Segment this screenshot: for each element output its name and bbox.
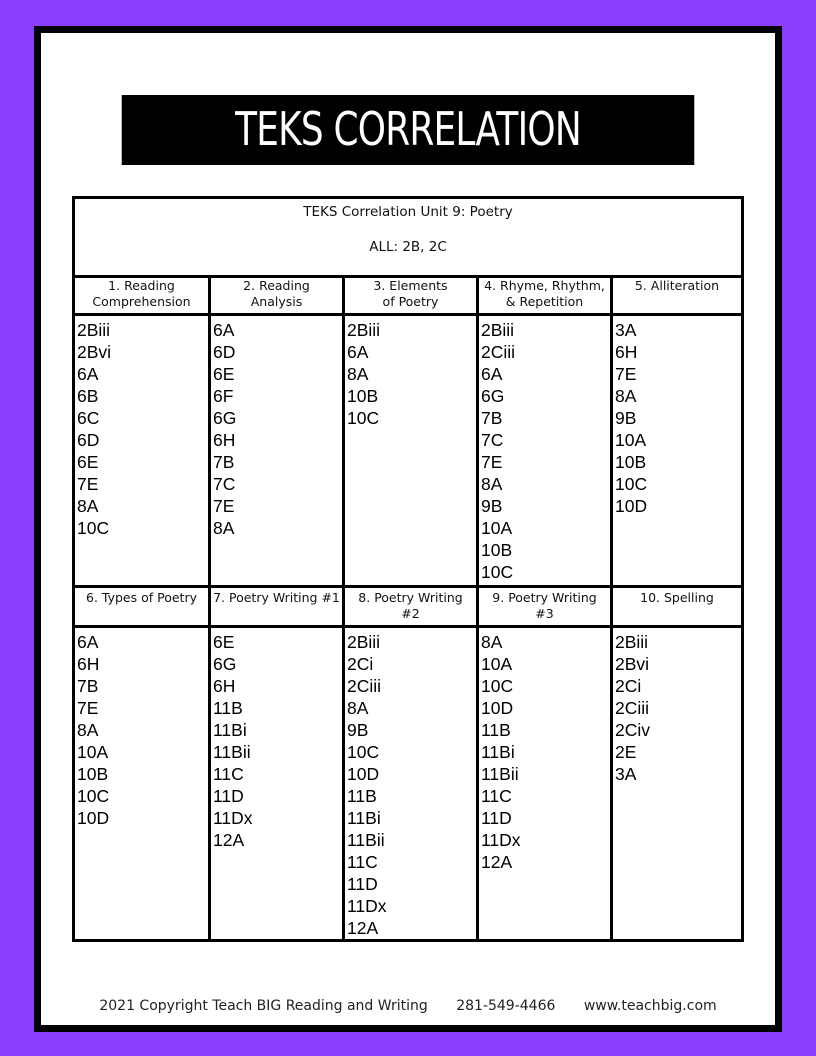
standard-code: 7B (481, 408, 503, 428)
top-data-row (75, 316, 741, 588)
standard-code: 6E (213, 364, 235, 384)
table-subtitle: ALL: 2B, 2C (369, 239, 447, 255)
standard-code: 11Dx (213, 808, 253, 828)
standard-code: 10A (77, 742, 109, 762)
standards-list (613, 316, 741, 585)
standard-code: 10C (481, 676, 514, 696)
standard-code: 10B (615, 452, 647, 472)
standard-code: 2Biii (347, 632, 381, 652)
standard-code: 6D (213, 342, 236, 362)
standard-code: 11Bii (347, 830, 385, 850)
standard-code: 11Bii (481, 764, 519, 784)
header-line: 7. Poetry Writing #1 (213, 590, 340, 605)
standard-code: 2Ciii (481, 342, 516, 362)
header-line: 10. Spelling (640, 590, 714, 605)
standard-code: 6G (213, 654, 237, 674)
standards-list (211, 316, 345, 585)
header-line: Comprehension (92, 293, 191, 309)
header-line: #2 (401, 605, 420, 621)
header-line: 8. Poetry Writing (358, 590, 463, 605)
standard-code: 8A (347, 364, 369, 384)
standard-code: 11B (481, 720, 511, 740)
standard-code: 6H (213, 676, 236, 696)
standard-code: 10B (77, 764, 109, 784)
standards-list (613, 628, 741, 939)
column-header (75, 275, 211, 313)
standard-code: 11C (213, 764, 244, 784)
standard-code: 6A (213, 320, 235, 340)
standard-code: 2Ciii (347, 676, 382, 696)
standard-code: 11Bii (213, 742, 251, 762)
standard-code: 10D (615, 496, 648, 516)
standard-code: 7B (77, 676, 99, 696)
standard-code: 11C (481, 786, 512, 806)
standard-code: 6A (347, 342, 369, 362)
footer-website[interactable]: www.teachbig.com (583, 998, 717, 1014)
standard-code: 10C (481, 562, 514, 582)
standard-code: 6A (77, 632, 99, 652)
standard-code: 8A (481, 632, 503, 652)
footer-copyright: 2021 Copyright Teach BIG Reading and Writing (99, 998, 428, 1014)
standard-code: 10C (77, 786, 110, 806)
standard-code: 12A (347, 918, 379, 938)
standard-code: 6E (77, 452, 99, 472)
standard-code: 7E (213, 496, 235, 516)
standard-code: 2E (615, 742, 637, 762)
standard-code: 9B (347, 720, 369, 740)
column-header (211, 275, 345, 313)
standard-code: 11C (347, 852, 378, 872)
standard-code: 2Ci (347, 654, 374, 674)
footer (0, 998, 816, 1014)
standard-code: 7E (77, 474, 99, 494)
column-header (613, 587, 741, 625)
standards-list (345, 628, 479, 939)
standard-code: 10C (615, 474, 648, 494)
standard-code: 7C (213, 474, 236, 494)
table-title-block (75, 199, 741, 278)
standard-code: 10C (77, 518, 110, 538)
standard-code: 10D (347, 764, 380, 784)
standard-code: 10A (615, 430, 647, 450)
standard-code: 2Ciii (615, 698, 650, 718)
standard-code: 8A (213, 518, 235, 538)
table-title: TEKS Correlation Unit 9: Poetry (303, 204, 513, 220)
standard-code: 3A (615, 320, 637, 340)
standard-code: 2Biii (347, 320, 381, 340)
column-header (75, 587, 211, 625)
teks-table (72, 196, 744, 942)
header-line: 1. Reading (108, 278, 175, 293)
standard-code: 11B (347, 786, 377, 806)
standard-code: 6H (213, 430, 236, 450)
bottom-data-row (75, 628, 741, 939)
standard-code: 2Biii (481, 320, 515, 340)
standard-code: 9B (615, 408, 637, 428)
standard-code: 8A (615, 386, 637, 406)
standard-code: 7E (77, 698, 99, 718)
standards-list (75, 628, 211, 939)
standard-code: 7C (481, 430, 504, 450)
header-line: of Poetry (382, 293, 439, 309)
standard-code: 7E (615, 364, 637, 384)
standard-code: 10D (77, 808, 110, 828)
standard-code: 11Dx (481, 830, 521, 850)
standard-code: 10B (481, 540, 513, 560)
standard-code: 6C (77, 408, 100, 428)
standard-code: 8A (77, 720, 99, 740)
standard-code: 6H (77, 654, 100, 674)
standard-code: 6H (615, 342, 638, 362)
standard-code: 9B (481, 496, 503, 516)
header-line: 9. Poetry Writing (492, 590, 597, 605)
standard-code: 10B (347, 386, 379, 406)
header-line: Analysis (250, 293, 303, 309)
standard-code: 10A (481, 654, 513, 674)
standard-code: 11Bi (213, 720, 247, 740)
standard-code: 2Ci (615, 676, 642, 696)
page-title: TEKS CORRELATION (122, 95, 695, 165)
standard-code: 11Bi (481, 742, 515, 762)
standard-code: 10D (481, 698, 514, 718)
column-header (479, 275, 613, 313)
standard-code: 12A (213, 830, 245, 850)
standard-code: 2Biii (615, 632, 649, 652)
standard-code: 6F (213, 386, 234, 406)
standard-code: 7B (213, 452, 235, 472)
standards-list (479, 628, 613, 939)
standard-code: 6A (77, 364, 99, 384)
standard-code: 6E (213, 632, 235, 652)
standard-code: 6G (213, 408, 237, 428)
bottom-header-row (75, 587, 741, 628)
standard-code: 12A (481, 852, 513, 872)
standard-code: 3A (615, 764, 637, 784)
standard-code: 6G (481, 386, 505, 406)
standard-code: 2Bvi (615, 654, 650, 674)
standard-code: 2Civ (615, 720, 651, 740)
standards-list (211, 628, 345, 939)
header-line: 5. Alliteration (634, 278, 720, 293)
standard-code: 2Biii (77, 320, 111, 340)
column-header (211, 587, 345, 625)
standard-code: 6A (481, 364, 503, 384)
standard-code: 11D (481, 808, 512, 828)
column-header (479, 587, 613, 625)
standard-code: 6D (77, 430, 100, 450)
standard-code: 8A (481, 474, 503, 494)
column-header (613, 275, 741, 313)
top-header-row (75, 275, 741, 316)
standards-list (479, 316, 613, 585)
standard-code: 11B (213, 698, 243, 718)
standard-code: 10A (481, 518, 513, 538)
standards-list (75, 316, 211, 585)
standard-code: 11D (213, 786, 244, 806)
column-header (345, 275, 479, 313)
header-line: #3 (535, 605, 554, 621)
standard-code: 8A (77, 496, 99, 516)
header-line: 6. Types of Poetry (86, 590, 197, 605)
standard-code: 8A (347, 698, 369, 718)
standard-code: 6B (77, 386, 99, 406)
standard-code: 11Bi (347, 808, 381, 828)
standard-code: 10C (347, 742, 380, 762)
header-line: 4. Rhyme, Rhythm, (484, 278, 605, 293)
header-line: 2. Reading (243, 278, 310, 293)
standard-code: 11Dx (347, 896, 387, 916)
column-header (345, 587, 479, 625)
standard-code: 2Bvi (77, 342, 112, 362)
standards-list (345, 316, 479, 585)
footer-phone: 281-549-4466 (456, 998, 556, 1014)
standard-code: 10C (347, 408, 380, 428)
standard-code: 11D (347, 874, 378, 894)
header-line: & Repetition (505, 293, 584, 309)
standard-code: 7E (481, 452, 503, 472)
header-line: 3. Elements (373, 278, 448, 293)
